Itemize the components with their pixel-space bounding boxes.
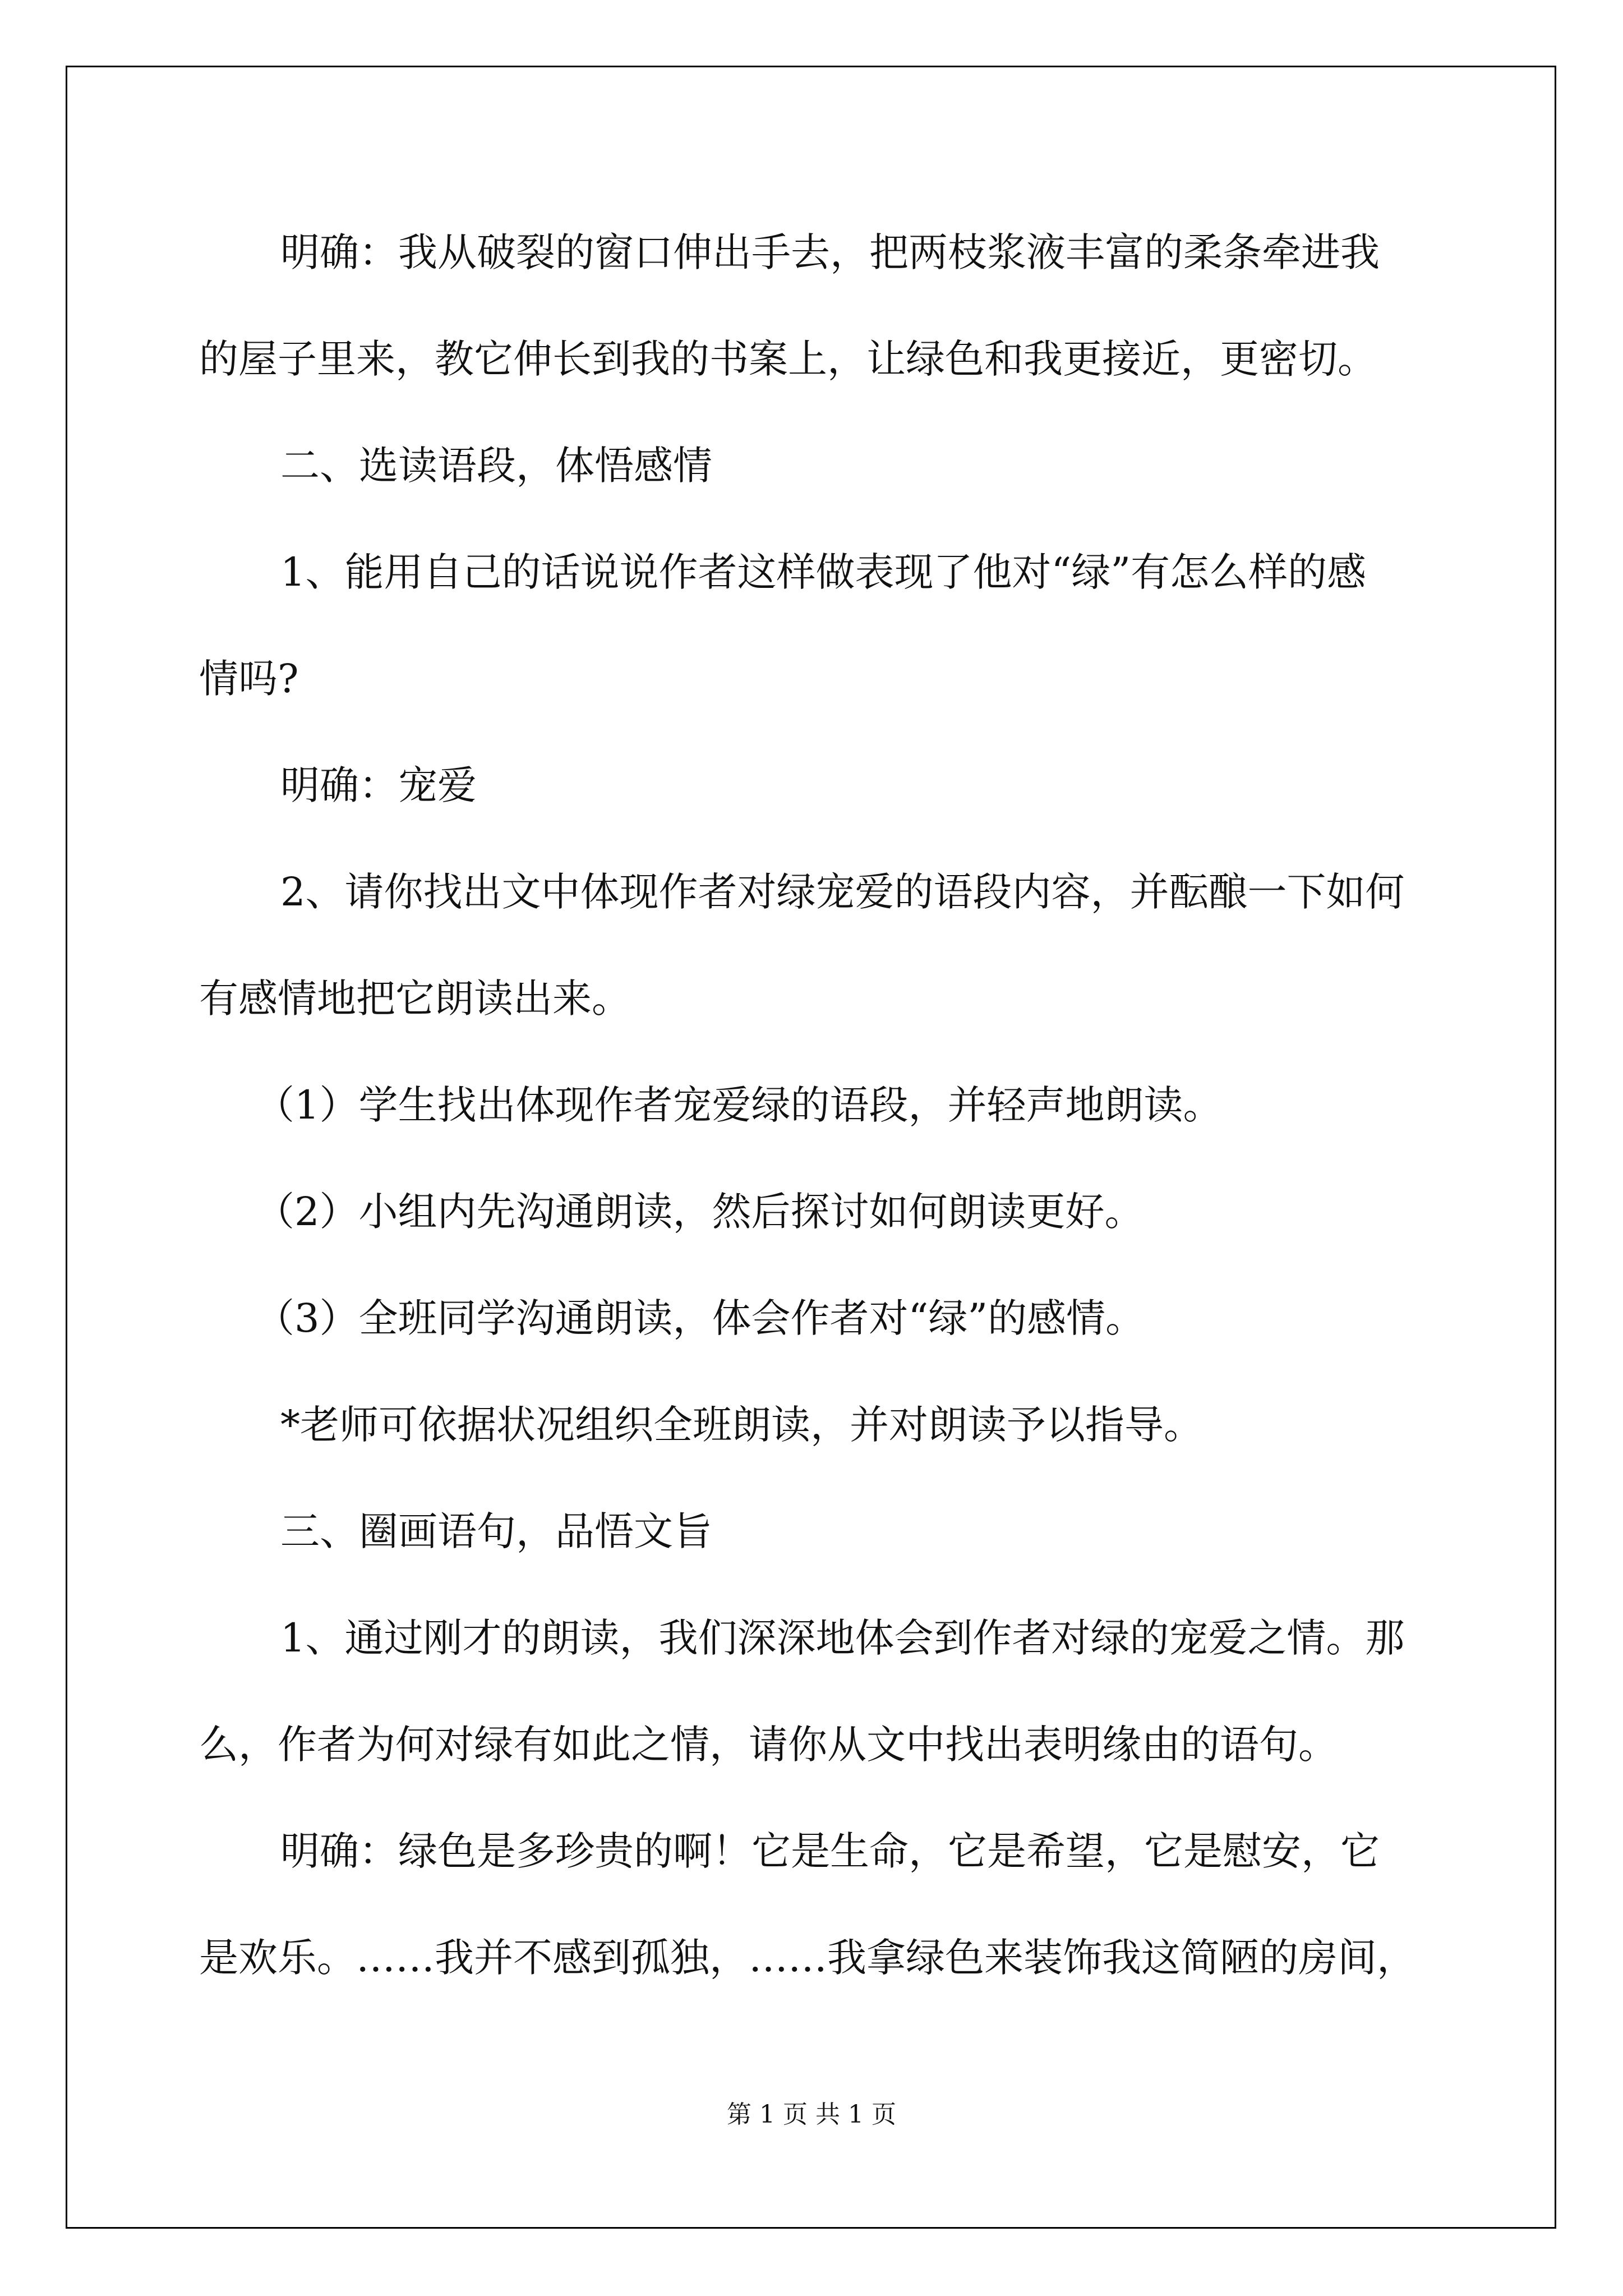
list-item-1: （1）学生找出体现作者宠爱绿的语段，并轻声地朗读。 <box>255 1082 1223 1128</box>
list-item-2: （2）小组内先沟通朗读，然后探讨如何朗读更好。 <box>255 1189 1144 1235</box>
page-border <box>66 66 1556 2229</box>
paragraph-line-2: 的屋子里来，教它伸长到我的书案上，让绿色和我更接近，更密切。 <box>199 336 1377 382</box>
paragraph-line-5: 情吗? <box>199 656 299 702</box>
list-item-3: （3）全班同学沟通朗读，体会作者对“绿”的感情。 <box>255 1295 1145 1341</box>
paragraph-line-6: 明确：宠爱 <box>280 762 477 808</box>
note-line: *老师可依据状况组织全班朗读，并对朗读予以指导。 <box>280 1402 1203 1448</box>
paragraph-line-14: 1、通过刚才的朗读，我们深深地体会到作者对绿的宠爱之情。那 <box>280 1615 1405 1661</box>
paragraph-line-17: 是欢乐。……我并不感到孤独，……我拿绿色来装饰我这简陋的房间， <box>199 1935 1416 1981</box>
paragraph-line-15: 么，作者为何对绿有如此之情，请你从文中找出表明缘由的语句。 <box>199 1722 1338 1768</box>
section-heading-2: 二、选读语段，体悟感情 <box>280 443 712 489</box>
paragraph-line-1: 明确：我从破裂的窗口伸出手去，把两枝浆液丰富的柔条牵进我 <box>280 229 1380 275</box>
paragraph-line-4: 1、能用自己的话说说作者这样做表现了他对“绿”有怎么样的感 <box>280 549 1367 595</box>
paragraph-line-7: 2、请你找出文中体现作者对绿宠爱的语段内容，并酝酿一下如何 <box>280 869 1405 915</box>
paragraph-line-16: 明确：绿色是多珍贵的啊！它是生命，它是希望，它是慰安，它 <box>280 1828 1380 1874</box>
page-footer: 第 1 页 共 1 页 <box>727 2100 896 2129</box>
paragraph-line-8: 有感情地把它朗读出来。 <box>199 976 631 1022</box>
section-heading-3: 三、圈画语句，品悟文旨 <box>280 1508 712 1554</box>
